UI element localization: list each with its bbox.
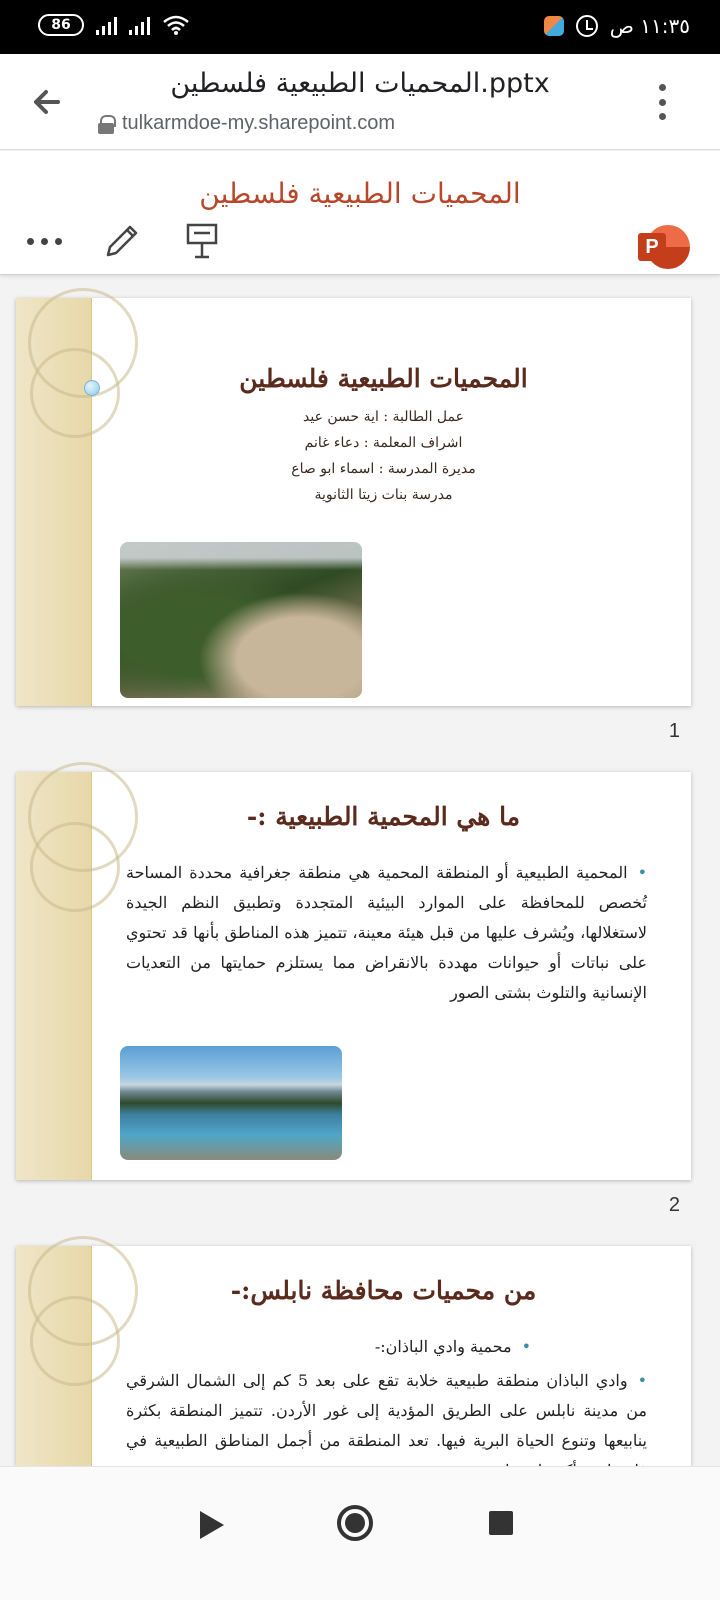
slide-subheading <box>166 1332 531 1362</box>
bullet-icon: • <box>521 1337 531 1356</box>
slide-title: ما هي المحمية الطبيعية :- <box>246 802 521 831</box>
alarm-icon <box>576 15 598 37</box>
slide-title: المحميات الطبيعية فلسطين <box>239 364 528 393</box>
page-title: المحميات الطبيعية فلسطين.pptx <box>170 68 550 99</box>
credit-line: عمل الطالبة : اية حسن عيد <box>303 409 464 425</box>
slide-number: 2 <box>668 1194 680 1216</box>
signal-icon <box>96 15 117 35</box>
document-header <box>0 151 720 275</box>
app-notification-icon <box>544 16 564 36</box>
clock: ١١:٣٥ ص <box>609 14 690 38</box>
credit-line: مدرسة بنات زيتا الثانوية <box>314 487 453 503</box>
pencil-icon[interactable] <box>100 219 144 263</box>
document-name: المحميات الطبيعية فلسطين <box>199 177 521 210</box>
status-bar <box>0 0 720 54</box>
slide-thumbnail-2[interactable] <box>16 772 691 1180</box>
wifi-icon <box>162 14 190 36</box>
browser-toolbar <box>0 54 720 150</box>
recents-nav-icon[interactable] <box>489 1511 513 1535</box>
slide-body <box>126 858 647 1008</box>
decorative-ring <box>30 348 120 438</box>
bubble-decoration <box>84 380 100 396</box>
more-options-icon[interactable] <box>22 219 66 263</box>
powerpoint-icon <box>638 225 690 271</box>
slide-thumbnail-1[interactable] <box>16 298 691 706</box>
slide-body-text: وادي الباذان منطقة طبيعية خلابة تقع على بعد 5 كم إلى الشمال الشرقي من مدينة نابلس على الطريق المؤدية إلى غور الأردن. تتميز المنطقة بكثرة ينابيعها وتنوع الحياة البرية فيها. تعد المنطقة من أجمل المناطق الطبيعية في <box>126 1371 647 1450</box>
bullet-icon: • <box>637 863 647 882</box>
url-display[interactable] <box>98 112 395 135</box>
status-left <box>38 14 190 36</box>
status-right <box>544 14 690 38</box>
credit-line: مديرة المدرسة : اسماء ابو صاع <box>291 461 476 477</box>
slide-title: من محميات محافظة نابلس:- <box>230 1276 537 1305</box>
url-text: tulkarmdoe-my.sharepoint.com <box>122 112 396 134</box>
decorative-ring <box>30 822 120 912</box>
system-nav-bar <box>0 1466 720 1600</box>
slide-credits <box>166 404 601 508</box>
slide-body-text: المحمية الطبيعية أو المنطقة المحمية هي منطقة جغرافية محددة المساحة تُخصص للمحافظة على الموارد البيئية المتجددة وتطبيق النظم الجيدة لاستغلالها، ويُشرف عليها من قبل هيئة معينة، تتميز هذه المناطق بأنها قد تحتوي على نباتات أو حيوانات مهددة بالانقراض مما يستلزم حمايتها من التعديات الإنسانية والتلوث بشتى الصور <box>126 863 647 1002</box>
forest-valley-image <box>120 542 362 698</box>
bullet-icon: • <box>637 1371 648 1390</box>
lock-icon <box>98 115 114 133</box>
slide-subheading-text: محمية وادي الباذان:- <box>374 1337 512 1356</box>
signal-icon-2 <box>129 15 150 35</box>
present-icon[interactable] <box>180 219 224 263</box>
back-arrow-icon[interactable] <box>28 82 68 122</box>
slide-number: 1 <box>668 720 680 742</box>
credit-line: اشراف المعلمة : دعاء غانم <box>304 435 463 451</box>
more-vert-icon[interactable] <box>656 84 668 120</box>
mountain-lake-image <box>120 1046 342 1160</box>
battery-indicator: 86 <box>38 14 84 36</box>
back-nav-icon[interactable] <box>200 1511 224 1539</box>
powerpoint-badge: P <box>638 233 666 261</box>
decorative-ring <box>30 1296 120 1386</box>
slide-thumbnail-3[interactable] <box>16 1246 691 1466</box>
home-nav-icon[interactable] <box>337 1505 373 1541</box>
